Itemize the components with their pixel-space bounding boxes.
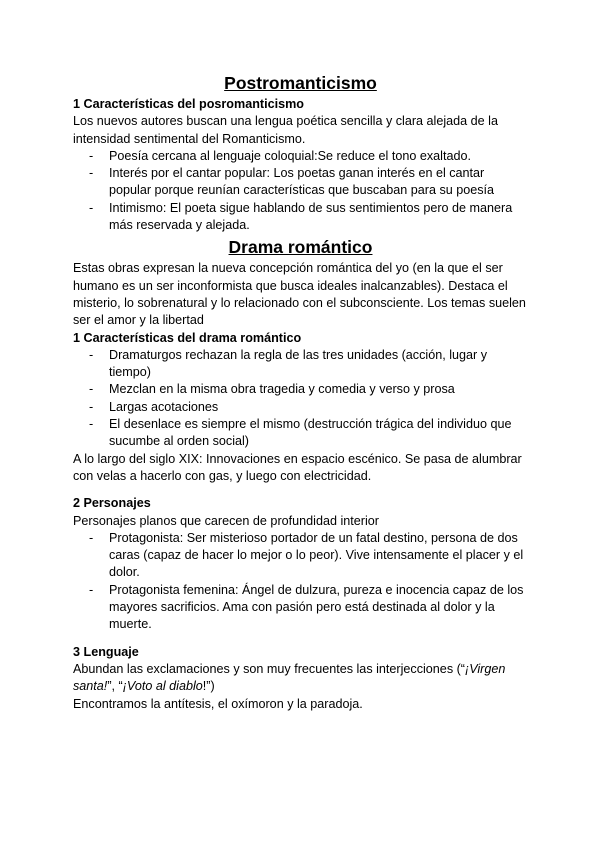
title-drama-romantico: Drama romántico [228,237,373,258]
spacer [73,634,528,644]
heading-lenguaje: 3 Lenguaje [73,644,139,659]
list-personajes [73,530,528,634]
list-item: - Dramaturgos rechazan la regla de las tres unidades (acción, lugar y tiempo) [89,347,488,380]
list-drama [73,347,528,451]
list-item: - Poesía cercana al lenguaje coloquial:Se reduce el tono exaltado. [73,148,528,165]
spacer [73,485,528,495]
heading-personajes: 2 Personajes [73,496,151,511]
list-item: - Largas acotaciones [73,399,528,416]
list-item: - Interés por el cantar popular: Los poetas ganan interés en el cantar popular porque reunían características que buscaban para su poesía [89,166,495,198]
bullet-dash: - [89,166,94,181]
lenguaje-paragraph: Abundan las exclamaciones y son muy frecuentes las interjecciones (“¡Virgen santa!”, “¡Voto al diablo!”) [73,661,506,694]
list-item: - Mezclan en la misma obra tragedia y comedia y verso y prosa [73,381,528,398]
bullet-dash: - [89,382,94,397]
list-item: - Protagonista femenina: Ángel de dulzura, pureza e inocencia capaz de los mayores sacrificios. Ama con pasión pero está destinada al dolor y la muerte. [89,582,524,632]
example-voto-al-diablo: ¡Voto al diablo [122,679,203,694]
bullet-dash: - [89,530,94,545]
escenico-paragraph: A lo largo del siglo XIX: Innovaciones en espacio escénico. Se pasa de alumbrar con velas a hacerlo con gas, y luego con electricidad. [73,451,522,483]
heading-caracteristicas-posromanticismo: 1 Características del posromanticismo [73,97,304,111]
list-item: - Intimismo: El poeta sigue hablando de sus sentimientos pero de manera más reservada y alejada. [89,200,513,233]
example-virgen-santa: ¡Virgen santa! [73,661,506,694]
bullet-dash: - [89,200,94,215]
heading-caracteristicas-drama: 1 Características del drama romántico [73,330,302,345]
document-page [73,72,528,713]
intro-postromanticismo: Los nuevos autores buscan una lengua poética sencilla y clara alejada de la intensidad sentimental del Romanticismo. [73,114,498,146]
list-item: - Protagonista: Ser misterioso portador de un fatal destino, persona de dos caras (capaz de hacer lo mejor o lo peor). Vive intensamente el placer y el dolor. [89,530,524,580]
intro-personajes: Personajes planos que carecen de profundidad interior [73,513,379,528]
bullet-dash: - [89,399,94,414]
bullet-dash: - [89,148,94,163]
title-postromanticismo: Postromanticismo [224,73,377,93]
bullet-dash: - [89,582,94,597]
closing-paragraph: Encontramos la antítesis, el oxímoron y la paradoja. [73,696,363,711]
list-item: - El desenlace es siempre el mismo (destrucción trágica del individuo que sucumbe al orden social) [89,417,512,449]
bullet-dash: - [89,347,94,362]
list-postromanticismo [73,148,528,234]
bullet-dash: - [89,417,94,432]
intro-drama: Estas obras expresan la nueva concepción romántica del yo (en la que el ser humano es un ser inconformista que busca ideales inalcanzables). Destaca el misterio, lo sobrenatural y lo relacionado con el subconsciente. Los temas suelen ser el amor y la libertad [73,261,526,328]
